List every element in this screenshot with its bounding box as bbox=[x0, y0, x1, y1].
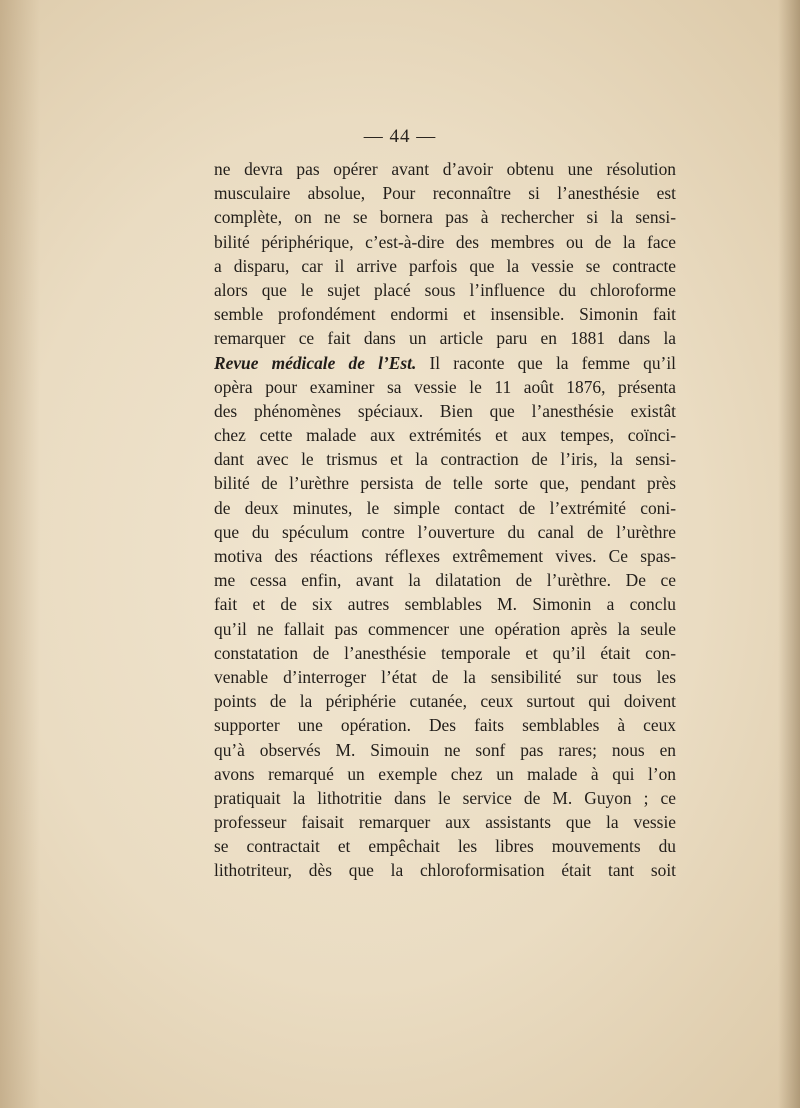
text-line: supporter une opération. Des faits semblables à ceux bbox=[214, 715, 676, 736]
text-line: bilité périphérique, c’est-à-dire des membres ou de la face bbox=[214, 231, 676, 252]
page-number: — 44 — bbox=[363, 126, 437, 147]
text-line: points de la périphérie cutanée, ceux surtout qui doivent bbox=[214, 691, 676, 712]
text-line: musculaire absolue, Pour reconnaître si l’anesthésie est bbox=[214, 183, 676, 204]
text-line: fait et de six autres semblables M. Simonin a conclu bbox=[214, 594, 676, 615]
text-line: des phénomènes spéciaux. Bien que l’anesthésie existât bbox=[214, 400, 676, 421]
text-line: complète, on ne se bornera pas à rechercher si la sensi- bbox=[214, 207, 676, 228]
text-line-rest: Il raconte que la femme qu’il bbox=[416, 352, 676, 373]
text-line: qu’il ne fallait pas commencer une opération après la seule bbox=[214, 618, 676, 639]
text-line: chez cette malade aux extrémités et aux tempes, coïnci- bbox=[214, 425, 676, 446]
text-line-citation bbox=[214, 351, 676, 375]
text-line: alors que le sujet placé sous l’influence du chloroforme bbox=[214, 279, 676, 300]
text-line: semble profondément endormi et insensible. Simonin fait bbox=[214, 304, 676, 325]
text-line: pratiquait la lithotritie dans le service de M. Guyon ; ce bbox=[214, 787, 676, 808]
text-line: dant avec le trismus et la contraction de l’iris, la sensi- bbox=[214, 449, 676, 470]
text-line: ne devra pas opérer avant d’avoir obtenu une résolution bbox=[214, 159, 676, 179]
text-line: se contractait et empêchait les libres mouvements du bbox=[214, 836, 676, 857]
text-line: venable d’interroger l’état de la sensibilité sur tous les bbox=[214, 666, 676, 687]
text-line: avons remarqué un exemple chez un malade à qui l’on bbox=[214, 763, 676, 784]
text-line: motiva des réactions réflexes extrêmement vives. Ce spas- bbox=[214, 546, 676, 566]
page-edge-shadow bbox=[778, 0, 800, 1108]
text-line: opèra pour examiner sa vessie le 11 août 1876, présenta bbox=[214, 376, 676, 397]
page-spine-shadow bbox=[0, 0, 40, 1108]
text-line: qu’à observés M. Simouin ne sonf pas rares; nous en bbox=[214, 739, 676, 760]
text-line: bilité de l’urèthre persista de telle sorte que, pendant près bbox=[214, 473, 676, 494]
text-line: professeur faisait remarquer aux assistants que la vessie bbox=[214, 812, 676, 833]
journal-title: Revue médicale de l’Est. bbox=[214, 352, 417, 373]
body-text bbox=[214, 157, 676, 883]
text-line: de deux minutes, le simple contact de l’extrémité coni- bbox=[214, 497, 676, 518]
text-line: a disparu, car il arrive parfois que la vessie se contracte bbox=[214, 255, 676, 276]
text-line: que du spéculum contre l’ouverture du canal de l’urèthre bbox=[214, 521, 676, 542]
text-line: lithotriteur, dès que la chloroformisation était tant soit bbox=[214, 860, 676, 881]
text-line: me cessa enfin, avant la dilatation de l’urèthre. De ce bbox=[214, 570, 676, 591]
text-line: constatation de l’anesthésie temporale et qu’il était con- bbox=[214, 642, 676, 663]
text-line: remarquer ce fait dans un article paru en 1881 dans la bbox=[214, 328, 676, 349]
